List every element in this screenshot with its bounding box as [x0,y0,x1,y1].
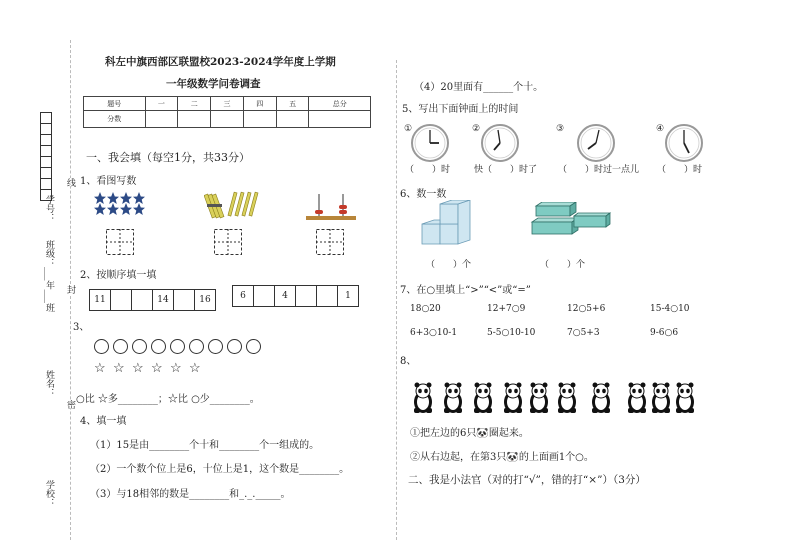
score-cell[interactable] [145,111,178,128]
clock-answer[interactable]: （ ）时过一点儿 [558,165,640,175]
q6-title: 6、数一数 [400,189,447,200]
circle-shape [208,339,223,354]
star-outline-icon: ☆ [132,361,144,376]
q2-title: 2、按顺序填一填 [80,270,157,281]
seal-line-char: 线 [65,178,75,187]
q4-title: 4、填一填 [80,416,127,427]
sequence-cell[interactable] [317,286,338,306]
q8-1: ①把左边的6只🐼圈起来。 [410,428,529,439]
circle-shape [94,339,109,354]
compare-item[interactable]: 15-4○10 [650,304,690,314]
q3-text: ○比 ☆多________；☆比 ○少________。 [76,394,260,405]
sequence-cell[interactable] [111,290,132,310]
circle-shape [113,339,128,354]
score-cell[interactable] [276,111,309,128]
score-header-cell: 一 [145,97,178,111]
q8-2: ②从右边起，在第3只🐼的上面画1个○。 [410,452,594,463]
score-header-cell: 二 [178,97,211,111]
compare-item[interactable]: 18○20 [410,304,441,314]
clock-icon [480,123,520,163]
sequence-b [232,285,359,307]
clock-label: ① [404,124,413,134]
sequence-cell: 11 [90,290,111,310]
score-row-label: 分数 [84,111,146,128]
sequence-cell[interactable] [132,290,153,310]
star-outline-icon: ☆ [151,361,163,376]
clock-icon [664,123,704,163]
seal-feng-char: 封 [65,285,75,294]
score-header-cell: 题号 [84,97,146,111]
circle-shape [189,339,204,354]
exam-title: 一年级数学问卷调查 [166,78,261,90]
q7-title: 7、在○里填上“>”“<”或“=” [400,285,531,296]
circle-shape [227,339,242,354]
class-label: 班级：___年___班 [44,240,54,312]
blocks-picture [530,202,612,236]
circle-shape [132,339,147,354]
clock-answer[interactable]: （ ）时 [657,165,703,175]
sequence-cell: 16 [199,295,211,305]
clock-label: ② [472,124,481,134]
school-label: 学校： [44,480,54,507]
sequence-cell: 14 [153,290,174,310]
section2-title: 二、我是小法官（对的打“√”，错的打“×”）（3分） [408,474,646,486]
star-outline-icon: ☆ [113,361,125,376]
compare-item[interactable]: 6+3○10-1 [410,328,458,338]
score-cell[interactable] [211,111,244,128]
q4-2: （2）一个数个位上是6，十位上是1，这个数是________。 [90,464,350,475]
score-header-cell: 四 [243,97,276,111]
sequence-cell: 6 [233,286,254,306]
clock-icon [410,123,450,163]
clock-answer[interactable]: （ ）时 [405,165,451,175]
sequence-cell[interactable] [174,290,195,310]
student-number-boxes[interactable] [40,112,52,201]
abacus-picture [306,190,356,222]
score-header-cell: 三 [211,97,244,111]
score-cell[interactable] [178,111,211,128]
clock-icon [576,123,616,163]
compare-item[interactable]: 5-5○10-10 [487,328,536,338]
q4-4: （4）20里面有______个十。 [414,82,544,93]
count-answer[interactable]: （ ）个 [540,260,586,270]
circle-shape [151,339,166,354]
star-outline-icon: ☆ [170,361,182,376]
sticks-picture [204,188,260,222]
answer-box[interactable] [316,229,344,255]
circle-shape [170,339,185,354]
compare-item[interactable]: 12○5+6 [567,304,606,314]
clock-answer[interactable]: 快（ ）时了 [474,165,538,175]
compare-item[interactable]: 7○5+3 [567,328,600,338]
stars-picture [94,192,148,218]
score-header-cell: 总分 [309,97,371,111]
column-separator [396,60,397,540]
q8-title: 8、 [400,356,417,367]
score-cell[interactable] [243,111,276,128]
star-outline-icon: ☆ [94,361,106,376]
sequence-cell: 1 [345,291,351,301]
circle-shape [246,339,261,354]
q3-title: 3、 [73,322,90,333]
score-cell[interactable] [309,111,371,128]
answer-box[interactable] [214,229,242,255]
score-table [83,96,371,128]
pandas-row [412,382,696,416]
q1-title: 1、看图写数 [80,176,137,187]
seal-mi-char: 密 [65,400,75,409]
sequence-cell[interactable] [254,286,275,306]
clock-label: ③ [556,124,565,134]
star-outline-icon: ☆ [189,361,201,376]
score-header-cell: 五 [276,97,309,111]
cubes-picture [420,200,480,248]
school-title: 科左中旗西部区联盟校2023-2024学年度上学期 [105,56,336,68]
section1-title: 一、我会填（每空1分，共33分） [86,151,250,164]
answer-box[interactable] [106,229,134,255]
sequence-a [89,289,216,311]
student-number-label: 学号： [44,195,54,222]
compare-item[interactable]: 9-6○6 [650,328,679,338]
sequence-cell: 4 [275,286,296,306]
sequence-cell[interactable] [296,286,317,306]
q5-title: 5、写出下面钟面上的时间 [402,104,519,115]
name-label: 姓名： [44,370,54,397]
compare-item[interactable]: 12+7○9 [487,304,526,314]
count-answer[interactable]: （ ）个 [426,260,472,270]
q4-3: （3）与18相邻的数是________和_._._____。 [90,489,291,500]
q4-1: （1）15是由________个十和________个一组成的。 [90,440,320,451]
clock-label: ④ [656,124,665,134]
